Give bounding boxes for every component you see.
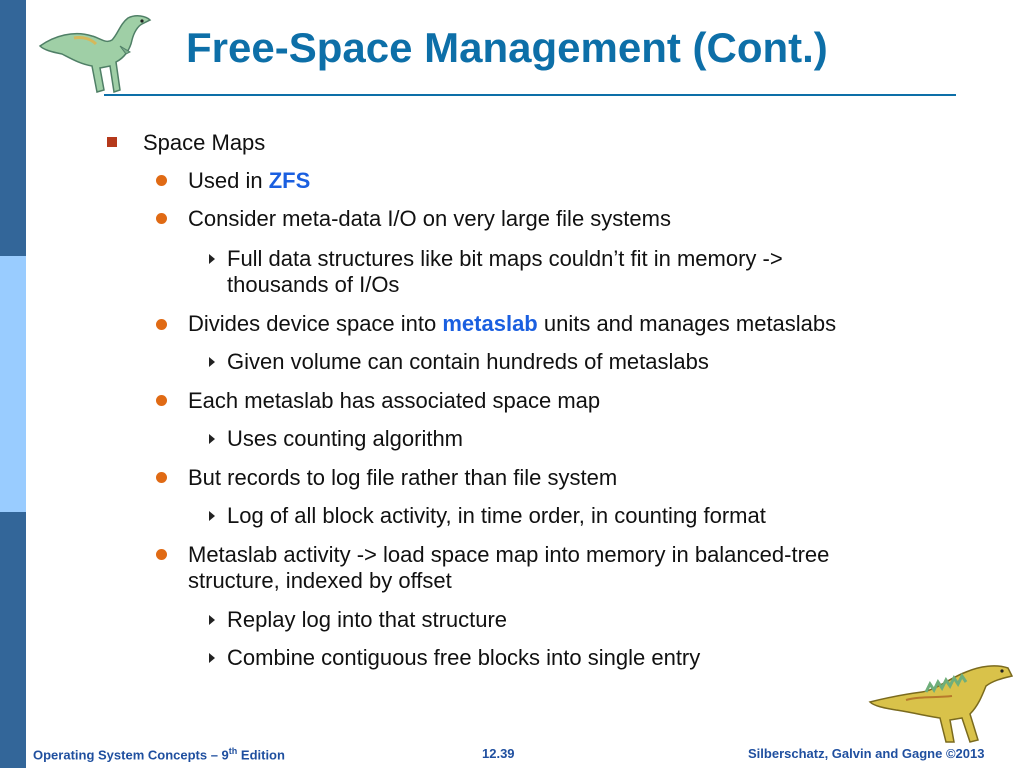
bullet-divides xyxy=(188,310,836,337)
bullet-each-metaslab: Each metaslab has associated space map xyxy=(188,388,601,413)
footer-course-suffix: Edition xyxy=(237,747,285,763)
round-bullet-icon xyxy=(156,213,167,224)
bullet-consider: Consider meta-data I/O on very large file systems xyxy=(188,206,671,231)
bullet-log-of-all: Log of all block activity, in time order, in counting format xyxy=(227,503,766,528)
divides-suffix: units and manages metaslabs xyxy=(537,311,837,336)
square-bullet-icon xyxy=(107,137,117,147)
round-bullet-icon xyxy=(156,175,167,186)
footer-course-prefix: Operating System Concepts – 9 xyxy=(33,747,229,763)
dinosaur-icon xyxy=(866,656,1016,746)
arrow-bullet-icon xyxy=(209,357,215,367)
arrow-bullet-icon xyxy=(209,434,215,444)
footer-copyright: Silberschatz, Galvin and Gagne ©2013 xyxy=(748,746,985,761)
metaslab-highlight: metaslab xyxy=(442,311,538,336)
arrow-bullet-icon xyxy=(209,254,215,264)
bullet-space-maps: Space Maps xyxy=(143,130,266,155)
bullet-metaslab-activity-line2: structure, indexed by offset xyxy=(188,568,452,593)
bullet-metaslab-activity-line1: Metaslab activity -> load space map into memory in balanced-tree xyxy=(188,542,830,567)
round-bullet-icon xyxy=(156,395,167,406)
arrow-bullet-icon xyxy=(209,615,215,625)
bullet-uses-counting: Uses counting algorithm xyxy=(227,426,464,451)
round-bullet-icon xyxy=(156,549,167,560)
bullet-but-records: But records to log file rather than file system xyxy=(188,465,618,490)
arrow-bullet-icon xyxy=(209,653,215,663)
bullet-replay-log: Replay log into that structure xyxy=(227,607,508,632)
divides-prefix: Divides device space into xyxy=(188,311,443,336)
bullet-used-in-zfs xyxy=(188,167,310,194)
arrow-bullet-icon xyxy=(209,511,215,521)
footer-course-sup: th xyxy=(228,746,238,756)
footer-page-number: 12.39 xyxy=(482,746,515,761)
slide-title: Free-Space Management (Cont.) xyxy=(186,24,828,71)
round-bullet-icon xyxy=(156,472,167,483)
round-bullet-icon xyxy=(156,319,167,330)
footer-course xyxy=(33,746,285,762)
used-in-text: Used in xyxy=(188,168,269,193)
bullet-full-data-line2: thousands of I/Os xyxy=(227,272,400,297)
zfs-highlight: ZFS xyxy=(268,168,311,193)
bullet-combine: Combine contiguous free blocks into single entry xyxy=(227,645,701,670)
bullet-full-data-line1: Full data structures like bit maps couldn’t fit in memory -> xyxy=(227,246,783,271)
bullet-given-volume: Given volume can contain hundreds of metaslabs xyxy=(227,349,709,374)
